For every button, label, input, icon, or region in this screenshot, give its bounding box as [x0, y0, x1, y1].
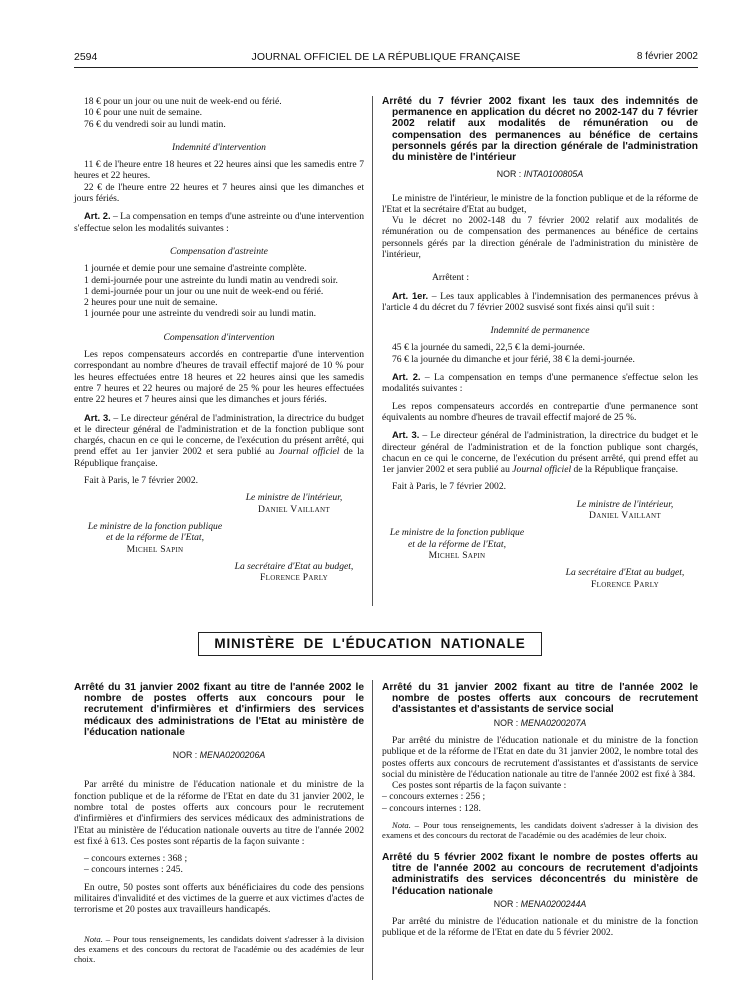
decree-title: Arrêté du 31 janvier 2002 fixant au titre de l'année 2002 le nombre de postes offerts aux concours de recrutement d'assistantes et d'assistants de service social: [382, 682, 698, 716]
text-line: 1 journée et demie pour une semaine d'astreinte complète.: [84, 263, 307, 275]
paragraph: Par arrêté du ministre de l'éducation nationale et du ministre de la fonction publique et de la réforme de l'Etat en date du 5 février 2002.: [382, 916, 698, 939]
paragraph: 22 € de l'heure entre 22 heures et 7 heures ainsi que les dimanches et jours fériés.: [74, 181, 364, 205]
list-item: – concours externes : 368 ;: [84, 853, 188, 865]
right-column-bottom: [382, 682, 698, 939]
nota: Nota. – Pour tous renseignements, les candidats doivent s'adresser à la division des examens et des concours du rectorat de l'académie ou des académies de leur choix.: [74, 933, 364, 964]
article-3: Art. 3. – Le directeur général de l'administration, la directrice du budget et le directeur général de l'administration et de la fonction publique sont chargés, chacun en ce qui le concerne, de l'exécution du présent arrêté, qui prend effet au 1er janvier 2002 et sera publié au Journal officiel de la République française.: [74, 411, 364, 469]
paragraph: Par arrêté du ministre de l'éducation nationale et du ministre de la fonction publique et de la réforme de l'Etat en date du 31 janvier 2002, le nombre total des postes offerts aux concours de recrutement d'assistantes et d'assistants de service social du ministère de l'éducation nationale au titre de l'année 2002 est fixé à 384.: [382, 734, 698, 780]
paragraph: Le ministre de l'intérieur, le ministre de la fonction publique et de la réforme de l'Etat et la secrétaire d'Etat au budget,: [382, 192, 698, 215]
subheading-intervention: Indemnité d'intervention: [172, 141, 266, 153]
list-item: – concours internes : 128.: [382, 802, 481, 814]
article-label: Art. 2.: [392, 371, 421, 383]
signature-public-service-minister: Le ministre de la fonction publique et de la réforme de l'Etat, Michel Sapin: [87, 520, 223, 555]
article-3: Art. 3. – Le directeur général de l'administration, la directrice du budget et le directeur général de l'administration et de la fonction publique sont chargés, chacun en ce qui le concerne, de l'exécution du présent arrêté, qui prend effet au 1er janvier 2002 et sera publié au Journal officiel de la République française.: [382, 429, 698, 476]
paragraph: Les repos compensateurs accordés en contrepartie d'une intervention correspondant au nombre d'heures de travail effectif majoré de 10 % pour les heures effectuées entre 18 heures et 22 heures ainsi que les samedis entre 7 heures et 22 heures ou majoré de 25 % pour les heures effectuées entre 22 heures et 7 heures ainsi que les dimanches et jours fériés.: [74, 349, 364, 406]
signature-public-service-minister: Le ministre de la fonction publique et de la réforme de l'Etat, Michel Sapin: [389, 527, 525, 561]
decree-title: Arrêté du 31 janvier 2002 fixant au titre de l'année 2002 le nombre de postes offerts aux concours pour le recrutement d'infirmières et d'infirmiers des services médicaux des administrations de l'Etat au ministère de l'éducation nationale: [74, 682, 364, 738]
text-line: 1 demi-journée pour une astreinte du lundi matin au vendredi soir.: [84, 274, 338, 286]
article-label: Art. 2.: [84, 210, 111, 222]
text-line: 10 € pour une nuit de semaine.: [84, 107, 203, 119]
nor-reference: NOR : MENA0200207A: [493, 717, 587, 728]
journal-officiel-ref: Journal officiel: [278, 446, 340, 458]
right-column-top: [382, 96, 698, 590]
paragraph: En outre, 50 postes sont offerts aux bénéficiaires du code des pensions militaires d'invalidité et des victimes de la guerre et aux victimes d'actes de terrorisme et 20 postes aux travailleurs handicapés.: [74, 881, 364, 916]
left-column-bottom: [74, 682, 364, 964]
signature-budget-secretary: La secrétaire d'Etat au budget, Florence Parly: [565, 567, 685, 590]
subheading-compensation-intervention: Compensation d'intervention: [163, 331, 275, 343]
text-line: 76 € la journée du dimanche et jour férié, 38 € la demi-journée.: [392, 353, 635, 365]
list-item: – concours internes : 245.: [84, 864, 183, 876]
column-divider-top: [372, 96, 373, 606]
list-item: – concours externes : 256 ;: [382, 791, 486, 803]
text-line: 1 journée pour une astreinte du vendredi soir au lundi matin.: [84, 308, 317, 320]
nor-reference: NOR : INTA0100805A: [496, 169, 584, 180]
ministry-banner: MINISTÈRE DE L'ÉDUCATION NATIONALE: [198, 632, 542, 656]
paragraph: Ces postes sont répartis de la façon suivante :: [392, 780, 567, 792]
paragraph: Vu le décret no 2002-148 du 7 février 2002 relatif aux modalités de rémunération ou de compensation des permanences au bénéfice de certains personnels gérés par la direction générale de l'administration du ministère de l'intérieur,: [382, 215, 698, 260]
article-label: Art. 1er.: [392, 289, 429, 301]
journal-title: JOURNAL OFFICIEL DE LA RÉPUBLIQUE FRANÇAISE: [251, 51, 521, 63]
issue-date: 8 février 2002: [636, 51, 698, 62]
page-header: [74, 47, 698, 68]
signature-budget-secretary: La secrétaire d'Etat au budget, Florence Parly: [234, 560, 354, 584]
signing-place-date: Fait à Paris, le 7 février 2002.: [392, 481, 507, 493]
journal-officiel-ref: Journal officiel: [512, 464, 572, 476]
text-line: 2 heures pour une nuit de semaine.: [84, 297, 218, 309]
nor-reference: NOR : MENA0200244A: [493, 898, 587, 909]
paragraph: 11 € de l'heure entre 18 heures et 22 heures ainsi que les samedis entre 7 heures et 22 heures.: [74, 159, 364, 182]
text-line: 76 € du vendredi soir au lundi matin.: [84, 118, 226, 130]
article-label: Art. 3.: [392, 429, 420, 441]
article-label: Art. 3.: [84, 411, 111, 423]
column-divider-bottom: [372, 680, 373, 980]
subheading-compensation-astreinte: Compensation d'astreinte: [170, 245, 268, 257]
text-line: 18 € pour un jour ou une nuit de week-end ou férié.: [84, 96, 282, 107]
left-column-top: [74, 96, 364, 583]
article-2: Art. 2. – La compensation en temps d'une permanence s'effectue selon les modalités suivantes :: [382, 371, 698, 395]
paragraph: Les repos compensateurs accordés en contrepartie d'une permanence sont équivalents au nombre d'heures de travail effectif majoré de 25 %.: [382, 400, 698, 423]
nota: Nota. – Pour tous renseignements, les candidats doivent s'adresser à la division des examens et des concours du rectorat de l'académie ou des académies de leur choix.: [382, 819, 698, 840]
signing-place-date: Fait à Paris, le 7 février 2002.: [84, 475, 199, 487]
subheading-permanence: Indemnité de permanence: [490, 325, 590, 337]
paragraph: Par arrêté du ministre de l'éducation nationale et du ministre de la fonction publique et de la réforme de l'Etat en date du 31 janvier 2002, le nombre total de postes offerts aux concours pour le recrutement d'infirmières et d'infirmiers des services médicaux des administrations de l'Etat au ministère de l'éducation nationale ouverts au titre de l'année 2002 est fixé à 613. Ces postes sont répartis de la façon suivante :: [74, 779, 364, 847]
decree-title: Arrêté du 5 février 2002 fixant le nombre de postes offerts au titre de l'année 2002 au concours de recrutement d'adjoints administratifs des services déconcentrés du ministère de l'éducation nationale: [382, 851, 698, 897]
article-1: Art. 1er. – Les taux applicables à l'indemnisation des permanences prévus à l'article 4 du décret du 7 février 2002 susvisé sont fixés ainsi qu'il suit :: [382, 289, 698, 313]
page-number: 2594: [74, 51, 98, 63]
signature-interior-minister: Le ministre de l'intérieur, Daniel Vaillant: [576, 498, 674, 522]
article-2: Art. 2. – La compensation en temps d'une astreinte ou d'une intervention s'effectue selon les modalités suivantes :: [74, 210, 364, 234]
text-line: 45 € la journée du samedi, 22,5 € la demi-journée.: [392, 342, 585, 354]
signature-interior-minister: Le ministre de l'intérieur, Daniel Vaillant: [245, 492, 343, 515]
decree-title: Arrêté du 7 février 2002 fixant les taux des indemnités de permanence en application du décret no 2002-147 du 7 février 2002 relatif aux modalités de rémunération ou de compensation des permanences au bénéfice de certains personnels gérés par la direction générale de l'administration du ministère de l'intérieur: [382, 96, 698, 164]
arretent: Arrêtent :: [432, 272, 470, 284]
nor-reference: NOR : MENA0200206A: [172, 750, 266, 761]
text-line: 1 demi-journée pour un jour ou une nuit de week-end ou férié.: [84, 285, 324, 297]
